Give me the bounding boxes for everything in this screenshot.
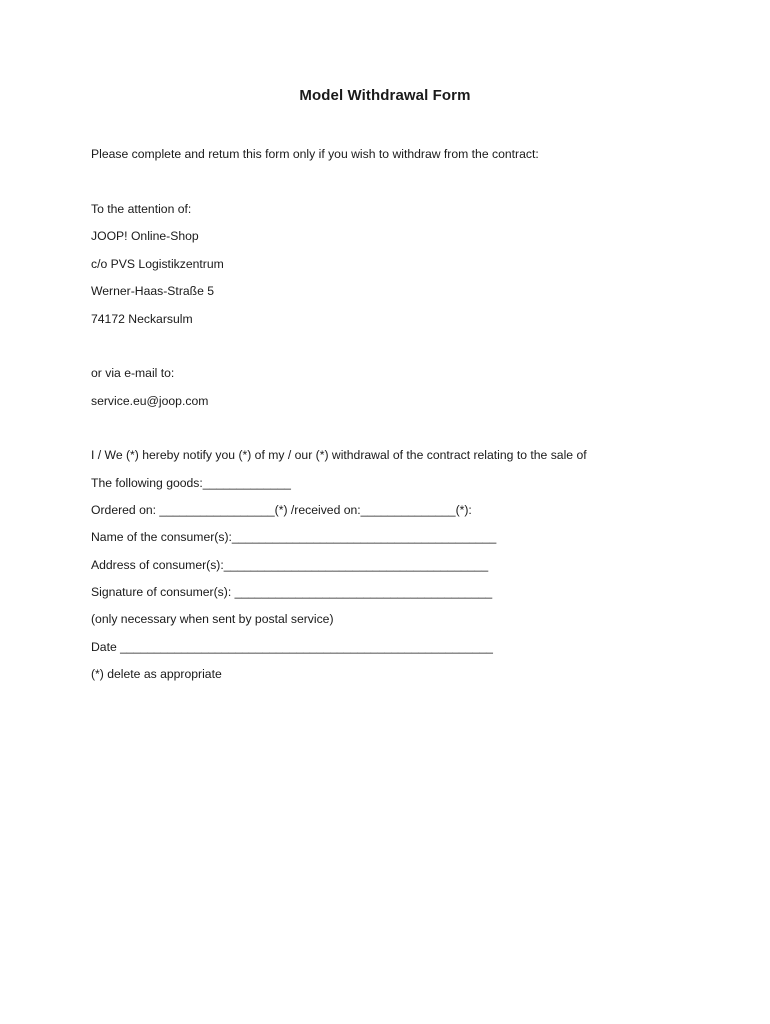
ordered-received-field: Ordered on: _________________(*) /received on:______________(*): — [91, 503, 472, 517]
email-address: service.eu@joop.com — [91, 394, 209, 408]
consumer-address-field: Address of consumer(s):_______________________________________ — [91, 558, 489, 572]
attention-label: To the attention of: — [91, 202, 192, 216]
address-line-care-of: c/o PVS Logistikzentrum — [91, 257, 224, 271]
address-line-city: 74172 Neckarsulm — [91, 312, 193, 326]
footnote: (*) delete as appropriate — [91, 667, 222, 681]
signature-field: Signature of consumer(s): ______________________________________ — [91, 585, 493, 599]
form-title: Model Withdrawal Form — [299, 87, 471, 104]
date-field: Date _______________________________________________________ — [91, 640, 493, 654]
address-line-street: Werner-Haas-Straße 5 — [91, 284, 215, 298]
email-label: or via e-mail to: — [91, 366, 175, 380]
goods-field: The following goods:_____________ — [91, 476, 291, 490]
postal-note: (only necessary when sent by postal service) — [91, 612, 334, 626]
withdrawal-notice: I / We (*) hereby notify you (*) of my / our (*) withdrawal of the contract relating to the sale of — [91, 448, 587, 462]
address-line-company: JOOP! Online-Shop — [91, 229, 199, 243]
consumer-name-field: Name of the consumer(s):_______________________________________ — [91, 530, 497, 544]
intro-text: Please complete and retum this form only if you wish to withdraw from the contract: — [91, 147, 539, 161]
